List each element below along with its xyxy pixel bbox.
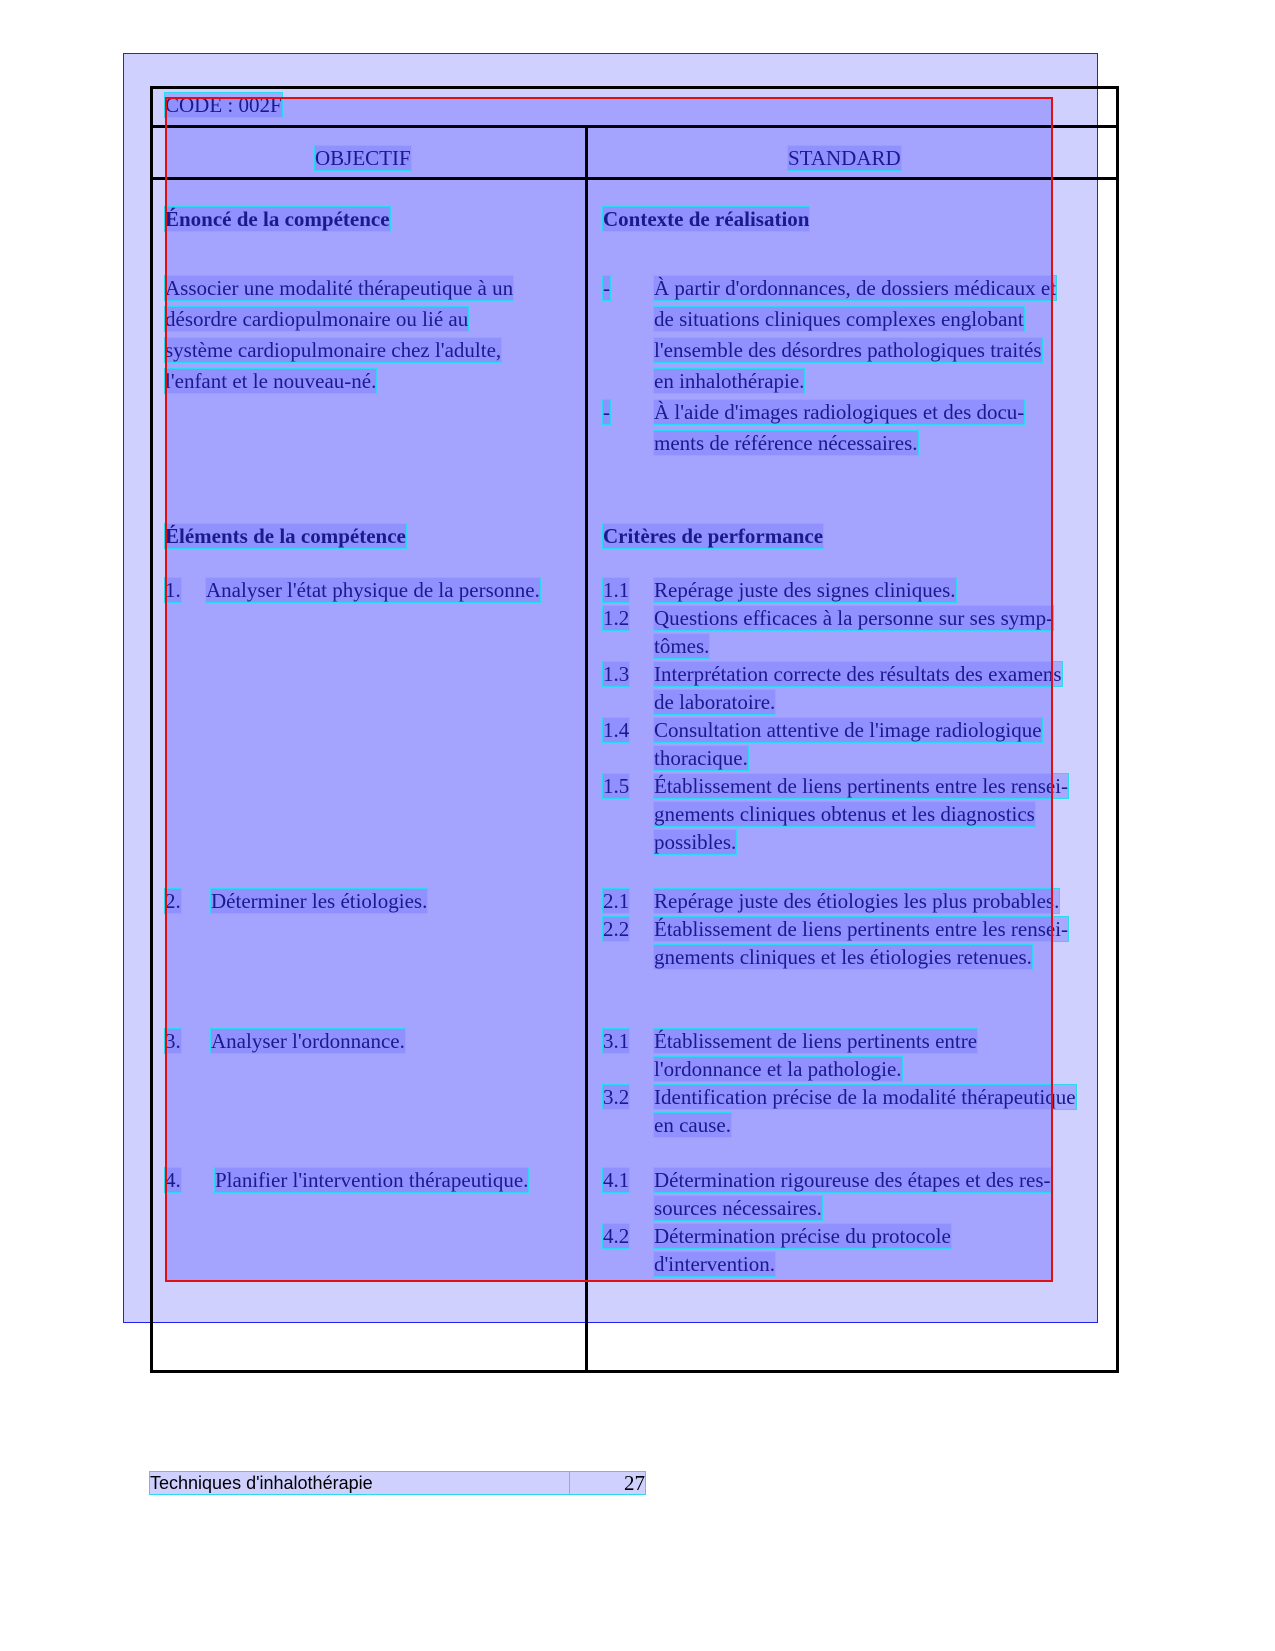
- element-text: Analyser l'état physique de la personne.: [206, 578, 540, 602]
- critere-line: Détermination précise du protocole: [654, 1224, 951, 1248]
- element-number: 3.: [165, 1029, 181, 1053]
- enonce-line: l'enfant et le nouveau-né.: [165, 369, 377, 393]
- enonce-line: Associer une modalité thérapeutique à un: [165, 276, 514, 300]
- contexte-line: de situations cliniques complexes englobant: [654, 307, 1024, 331]
- critere-number: 1.3: [603, 662, 630, 686]
- code-label: CODE : 002F: [165, 93, 282, 117]
- criteres-title: Critères de performance: [603, 524, 824, 548]
- critere-line: Détermination rigoureuse des étapes et des res-: [654, 1168, 1051, 1192]
- contexte-dash: -: [603, 400, 610, 424]
- critere-line: sources nécessaires.: [654, 1196, 822, 1220]
- contexte-dash: -: [603, 276, 610, 300]
- critere-number: 4.1: [603, 1168, 630, 1192]
- element-number: 1.: [165, 578, 181, 602]
- critere-number: 1.1: [603, 578, 630, 602]
- table-border-top: [150, 86, 1119, 89]
- critere-line: Établissement de liens pertinents entre les rensei-: [654, 774, 1069, 798]
- critere-line: possibles.: [654, 830, 737, 854]
- table-border-right: [1116, 86, 1119, 1373]
- element-number: 2.: [165, 889, 181, 913]
- enonce-line: système cardiopulmonaire chez l'adulte,: [165, 338, 502, 362]
- contexte-line: l'ensemble des désordres pathologiques traités: [654, 338, 1042, 362]
- critere-line: en cause.: [654, 1113, 731, 1137]
- critere-line: thoracique.: [654, 746, 748, 770]
- critere-line: gnements cliniques et les étiologies retenues.: [654, 945, 1032, 969]
- critere-line: Consultation attentive de l'image radiologique: [654, 718, 1042, 742]
- critere-line: tômes.: [654, 634, 710, 658]
- critere-line: gnements cliniques obtenus et les diagnostics: [654, 802, 1035, 826]
- contexte-line: À l'aide d'images radiologiques et des docu-: [654, 400, 1025, 424]
- contexte-title: Contexte de réalisation: [603, 207, 810, 231]
- critere-number: 1.5: [603, 774, 630, 798]
- contexte-line: À partir d'ordonnances, de dossiers médicaux et: [654, 276, 1057, 300]
- critere-line: Établissement de liens pertinents entre: [654, 1029, 978, 1053]
- critere-line: Questions efficaces à la personne sur ses symp-: [654, 606, 1054, 630]
- critere-line: l'ordonnance et la pathologie.: [654, 1057, 902, 1081]
- critere-line: d'intervention.: [654, 1252, 776, 1276]
- enonce-title: Énoncé de la compétence: [165, 207, 390, 231]
- page-number: 27: [570, 1472, 645, 1494]
- elements-title: Éléments de la compétence: [165, 524, 406, 548]
- element-text: Analyser l'ordonnance.: [211, 1029, 405, 1053]
- enonce-line: désordre cardiopulmonaire ou lié au: [165, 307, 469, 331]
- element-text: Déterminer les étiologies.: [211, 889, 428, 913]
- critere-number: 1.2: [603, 606, 630, 630]
- critere-number: 4.2: [603, 1224, 630, 1248]
- critere-number: 1.4: [603, 718, 630, 742]
- critere-number: 3.1: [603, 1029, 630, 1053]
- contexte-line: en inhalothérapie.: [654, 369, 805, 393]
- footer-title: Techniques d'inhalothérapie: [150, 1472, 570, 1494]
- critere-number: 2.1: [603, 889, 630, 913]
- header-objectif: OBJECTIF: [315, 146, 411, 170]
- critere-line: Repérage juste des signes cliniques.: [654, 578, 956, 602]
- critere-line: Établissement de liens pertinents entre les rensei-: [654, 917, 1069, 941]
- table-border-bottom: [150, 1370, 1119, 1373]
- table-border-left: [150, 86, 153, 1373]
- element-number: 4.: [165, 1168, 181, 1192]
- contexte-line: ments de référence nécessaires.: [654, 431, 918, 455]
- critere-number: 2.2: [603, 917, 630, 941]
- critere-line: Identification précise de la modalité thérapeutique: [654, 1085, 1076, 1109]
- critere-line: Repérage juste des étiologies les plus probables.: [654, 889, 1060, 913]
- header-standard: STANDARD: [788, 146, 901, 170]
- highlight-box: [165, 97, 1053, 1282]
- critere-number: 3.2: [603, 1085, 630, 1109]
- critere-line: Interprétation correcte des résultats des examens: [654, 662, 1062, 686]
- critere-line: de laboratoire.: [654, 690, 776, 714]
- element-text: Planifier l'intervention thérapeutique.: [215, 1168, 529, 1192]
